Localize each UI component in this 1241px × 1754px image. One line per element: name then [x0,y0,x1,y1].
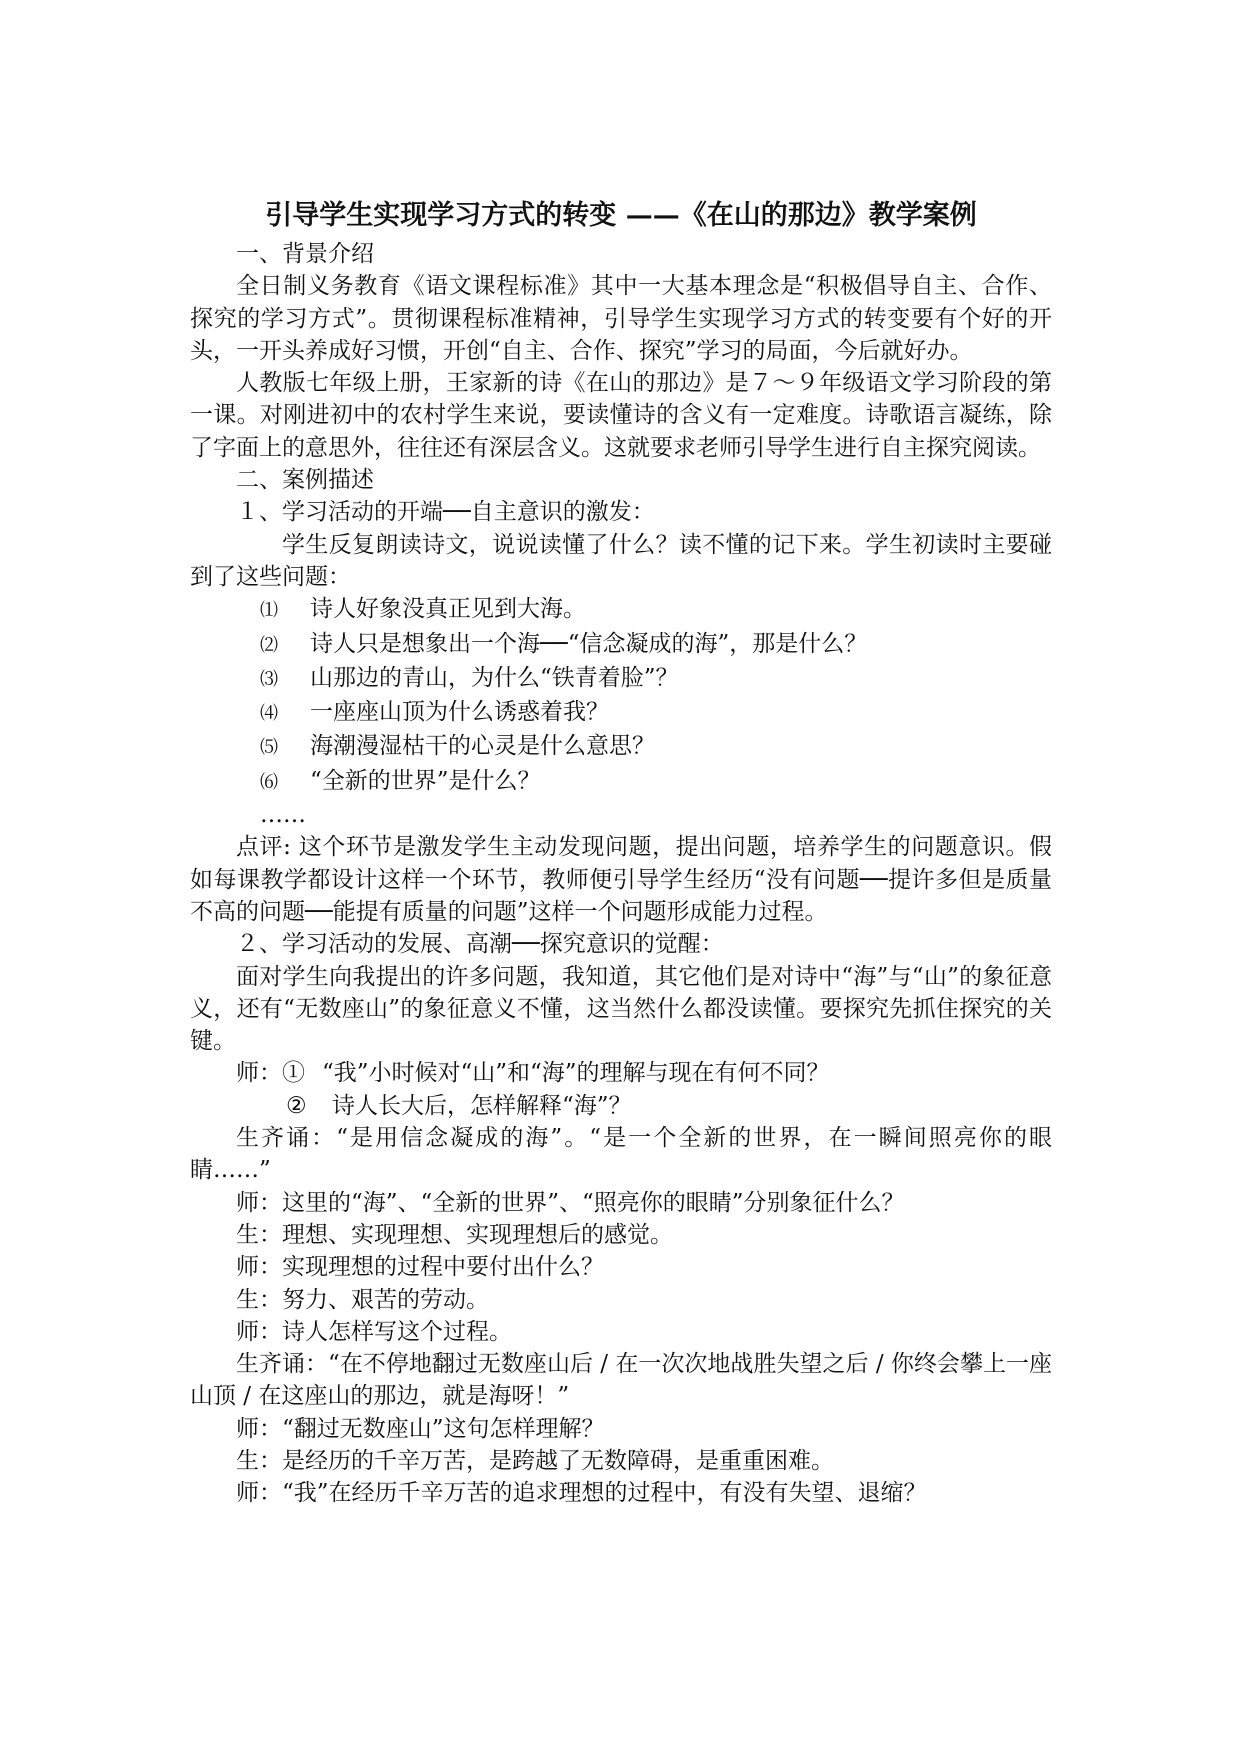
teacher-question-text: “我”小时候对“山”和“海”的理解与现在有何不同？ [322,1060,830,1087]
question-number: ⑹ [260,771,278,793]
teacher-question-text: 诗人长大后，怎样解释“海”？ [332,1092,632,1119]
subheading-activity-start: １、学习活动的开端──自主意识的激发： [236,499,655,526]
question-text: 一座座山顶为什么诱惑着我？ [310,699,609,726]
teacher-question-1 [190,1057,1052,1089]
dialogue [190,1122,1052,1510]
dialogue-line: 生齐诵：“是用信念凝成的海”。“是一个全新的世界，在一瞬间照亮你的眼睛……” [190,1125,1052,1184]
dialogue-line: 生：是经历的千辛万苦，是跨越了无数障碍，是重重困难。 [236,1447,834,1474]
question-number: ⑵ [260,634,278,656]
paragraph-lesson-intro: 人教版七年级上册，王家新的诗《在山的那边》是７～９年级语文学习阶段的第一课。对刚进初中的农村学生来说，要读懂诗的含义有一定难度。诗歌语言凝练，除了字面上的意思外，往往还有深层含义。这就要求老师引导学生进行自主探究阅读。 [190,370,1052,461]
list-item [190,593,1052,627]
list-item [190,662,1052,696]
question-number: ⑸ [260,737,278,759]
paragraph-curriculum-standard: 全日制义务教育《语文课程标准》其中一大基本理念是“积极倡导自主、合作、探究的学习方式”。贯彻课程标准精神，引导学生实现学习方式的转变要有个好的开头，一开头养成好习惯，开创“自主、合作、探究”学习的局面，今后就好办。 [190,273,1052,364]
document-title: 引导学生实现学习方式的转变 ——《在山的那边》教学案例 [265,200,977,231]
question-text: “全新的世界”是什么？ [310,767,541,794]
section-heading-case-description: 二、案例描述 [236,467,374,494]
paragraph-inquiry-key: 面对学生向我提出的许多问题，我知道，其它他们是对诗中“海”与“山”的象征意义，还有“无数座山”的象征意义不懂，这当然什么都没读懂。要探究先抓住探究的关键。 [190,963,1052,1055]
teacher-question-prefix: ② [286,1092,307,1119]
dialogue-line: 生：理想、实现理想、实现理想后的感觉。 [236,1221,673,1248]
question-text: 诗人只是想象出一个海──“信念凝成的海”，那是什么？ [310,630,868,657]
teacher-question-2 [190,1090,1052,1122]
dialogue-line: 生：努力、艰苦的劳动。 [236,1286,489,1313]
list-item [190,730,1052,764]
dialogue-line: 生齐诵：“在不停地翻过无数座山后 / 在一次次地战胜失望之后 / 你终会攀上一座山顶 / 在这座山的那边，就是海呀！” [190,1351,1052,1410]
question-number: ⑷ [260,703,278,725]
question-text: 山那边的青山，为什么“铁青着脸”？ [310,664,679,691]
document-body [190,196,1052,1510]
question-number: ⑴ [260,600,278,622]
list-item [190,628,1052,662]
dialogue-line: 师：诗人怎样写这个过程。 [236,1318,512,1345]
paragraph-students-reading: 学生反复朗读诗文，说说读懂了什么？读不懂的记下来。学生初读时主要碰到了这些问题： [190,531,1052,590]
list-ellipsis: …… [260,802,306,829]
question-list [190,593,1052,831]
dialogue-line: 师：这里的“海”、“全新的世界”、“照亮你的眼睛”分别象征什么？ [236,1189,905,1216]
list-item [190,765,1052,799]
question-number: ⑶ [260,668,278,690]
dialogue-line: 师：“我”在经历千辛万苦的追求理想的过程中，有没有失望、退缩？ [236,1480,927,1507]
dialogue-line: 师：“翻过无数座山”这句怎样理解？ [236,1415,605,1442]
list-item [190,696,1052,730]
section-heading-background: 一、背景介绍 [236,241,374,267]
teacher-question-prefix: 师：① [236,1060,305,1087]
question-text: 海潮漫湿枯干的心灵是什么意思？ [310,733,655,760]
subheading-activity-climax: ２、学习活动的发展、高潮──探究意识的觉醒： [236,931,724,958]
paragraph-comment: 点评: 这个环节是激发学生主动发现问题，提出问题，培养学生的问题意识。假如每课教学都设计这样一个环节，教师便引导学生经历“没有问题──提许多但是质量不高的问题──能提有质量的问题”这样一个问题形成能力过程。 [190,834,1052,925]
question-text: 诗人好象没真正见到大海。 [310,596,586,623]
dialogue-line: 师：实现理想的过程中要付出什么？ [236,1254,604,1281]
